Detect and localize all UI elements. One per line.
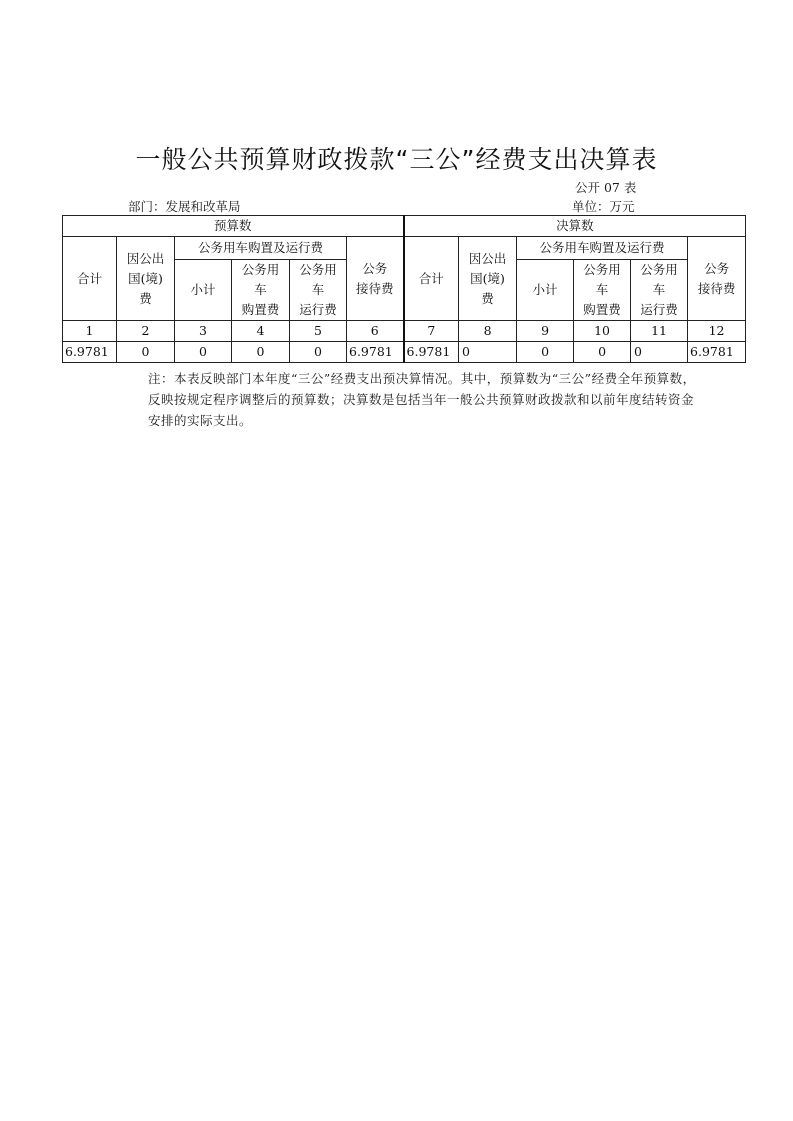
- budget-vehicle-group-header: 公务用车购置及运行费: [175, 237, 347, 260]
- value-cell: 0: [290, 342, 347, 363]
- expenditure-table: [62, 215, 746, 363]
- table-header-row: [63, 216, 746, 237]
- column-number: 2: [117, 321, 175, 342]
- column-number: 3: [175, 321, 232, 342]
- value-cell: 6.9781: [688, 342, 746, 363]
- final-operation-header: 公务用 车 运行费: [631, 260, 688, 321]
- budget-purchase-header: 公务用 车 购置费: [232, 260, 290, 321]
- value-cell: 0: [117, 342, 175, 363]
- column-number: 9: [517, 321, 574, 342]
- column-number: 10: [574, 321, 631, 342]
- value-cell: 6.9781: [404, 342, 459, 363]
- final-vehicle-group-header: 公务用车购置及运行费: [517, 237, 688, 260]
- budget-operation-header: 公务用 车 运行费: [290, 260, 347, 321]
- value-cell: 0: [517, 342, 574, 363]
- column-number: 4: [232, 321, 290, 342]
- budget-subtotal-header: 小计: [175, 260, 232, 321]
- value-cell: 0: [459, 342, 517, 363]
- final-total-header: 合计: [404, 237, 459, 321]
- column-number: 11: [631, 321, 688, 342]
- value-cell: 6.9781: [63, 342, 117, 363]
- value-cell: 0: [175, 342, 232, 363]
- page-title: 一般公共预算财政拨款“三公”经费支出决算表: [135, 145, 658, 174]
- column-number: 12: [688, 321, 746, 342]
- column-number: 6: [347, 321, 404, 342]
- final-overseas-header: 因公出 国(境) 费: [459, 237, 517, 321]
- value-cell: 0: [631, 342, 688, 363]
- value-cell: 0: [232, 342, 290, 363]
- column-number: 7: [404, 321, 459, 342]
- department-label: 部门：发展和改革局: [128, 199, 241, 214]
- final-reception-header: 公务 接待费: [688, 237, 746, 321]
- final-subtotal-header: 小计: [517, 260, 574, 321]
- column-number: 8: [459, 321, 517, 342]
- form-number: 公开 07 表: [575, 180, 637, 195]
- final-group-header: 决算数: [404, 216, 746, 237]
- value-cell: 6.9781: [347, 342, 404, 363]
- column-number-row: [63, 321, 746, 342]
- budget-reception-header: 公务 接待费: [347, 237, 404, 321]
- table-row: [63, 342, 746, 363]
- final-purchase-header: 公务用 车 购置费: [574, 260, 631, 321]
- table-header-row: [63, 237, 746, 260]
- column-number: 5: [290, 321, 347, 342]
- budget-group-header: 预算数: [63, 216, 404, 237]
- column-number: 1: [63, 321, 117, 342]
- footnote: 注：本表反映部门本年度“三公”经费支出预决算情况。其中，预算数为“三公”经费全年预算数，反映按规定程序调整后的预算数；决算数是包括当年一般公共预算财政拨款和以前年度结转资金安排的实际支出。: [148, 371, 696, 428]
- budget-total-header: 合计: [63, 237, 117, 321]
- budget-overseas-header: 因公出 国(境) 费: [117, 237, 175, 321]
- unit-label: 单位：万元: [572, 199, 635, 214]
- value-cell: 0: [574, 342, 631, 363]
